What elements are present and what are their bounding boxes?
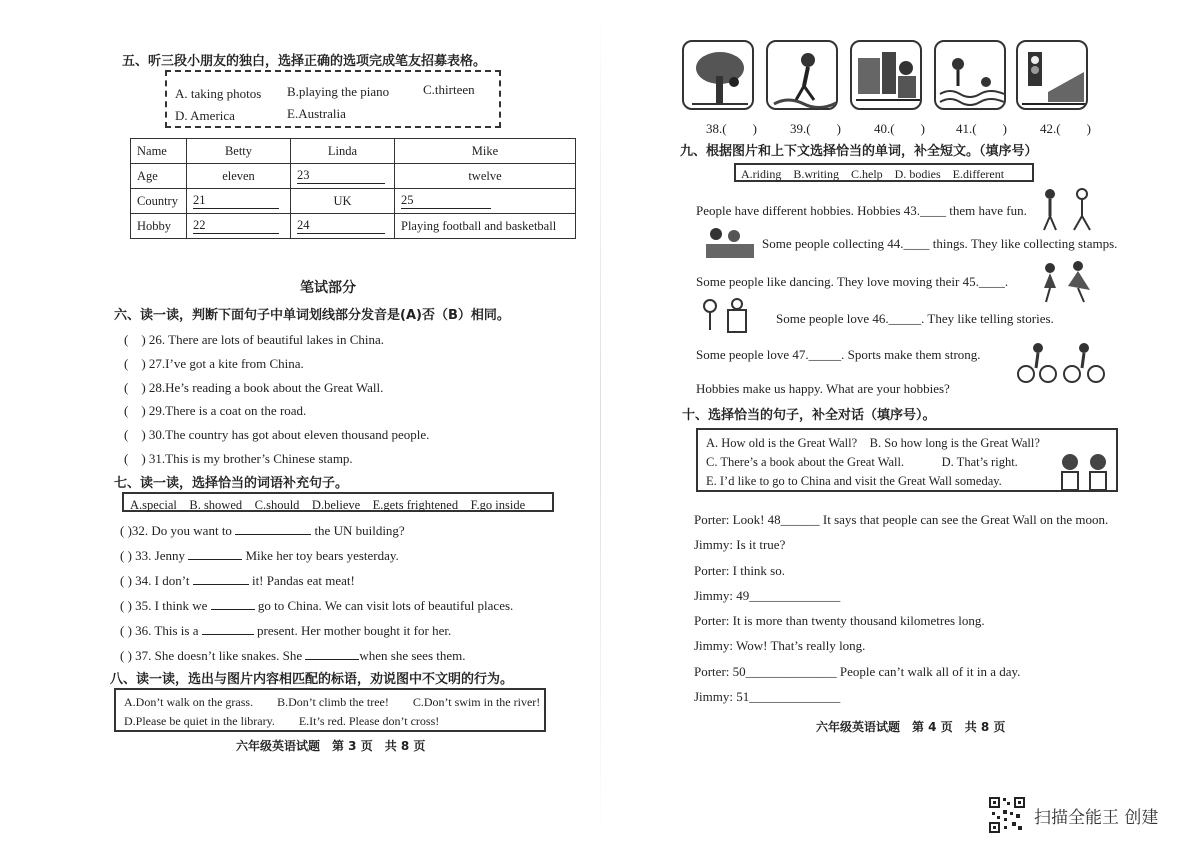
cell-country-header: Country [131,189,187,214]
cell-blank-25[interactable]: 25 [395,189,576,214]
tree-climbing-icon [684,42,754,110]
option-a: A. taking photos [175,86,262,101]
dialog-option-cd: C. There’s a book about the Great Wall. D. That’s right. [706,455,1018,469]
picture-library [850,40,922,110]
cell-blank-21[interactable]: 21 [187,189,291,214]
blank-32[interactable] [235,534,311,535]
dialog-line-51: Jimmy: 51______________ [694,689,841,705]
dialog-line-2: Jimmy: Is it true? [694,537,786,553]
item-36: ( ) 36. This is a present. Her mother bought it for her. [120,623,452,638]
cell-blank-22[interactable]: 22 [187,214,291,239]
cell-betty: Betty [187,139,291,164]
picture-grass [766,40,838,110]
dialog-line-3: Porter: I think so. [694,562,785,578]
section-9-options-box: A.riding B.writing C.help D. bodies E.different [734,163,1034,182]
blank-36[interactable] [202,634,254,635]
blank-35[interactable] [211,609,255,610]
label-38[interactable]: 38.( ) [706,121,757,136]
label-40[interactable]: 40.( ) [874,121,925,136]
item-35: ( ) 35. I think we go to China. We can visit lots of beautiful places. [120,598,514,613]
traffic-light-icon [1018,42,1088,110]
section-8-options-box [114,688,546,732]
people-exercising-icon [1036,186,1100,232]
picture-tree [682,40,754,110]
cell-mike-hobby: Playing football and basketball [395,214,576,239]
cell-hobby-header: Hobby [131,214,187,239]
cell-mike-age: twelve [395,164,576,189]
section-5-options-box [165,70,501,128]
passage-line-47: Some people love 47._____. Sports make them strong. [696,347,981,362]
dialog-line-6: Jimmy: Wow! That’s really long. [694,638,866,654]
label-41[interactable]: 41.( ) [956,121,1007,136]
picture-crossing [1016,40,1088,110]
cell-blank-23[interactable]: 23 [291,164,395,189]
scanner-watermark: 扫描全能王 创建 [1034,808,1159,828]
option-d: D. America [175,108,235,123]
cell-linda: Linda [291,139,395,164]
section-8-heading: 八、读一读，选出与图片内容相匹配的标语，劝说图中不文明的行为。 [110,672,514,687]
cell-name-header: Name [131,139,187,164]
section-5-heading: 五、听三段小朋友的独白，选择正确的选项完成笔友招募表格。 [122,54,487,69]
option-e: E.Australia [287,106,346,121]
option-c: C.thirteen [423,82,475,97]
dialog-line-50: Porter: 50______________ People can’t walk all of it in a day. [694,663,1021,679]
section-6-list [124,328,429,471]
blank-34[interactable] [193,584,249,585]
passage-line-44: Some people collecting 44.____ things. They like collecting stamps. [762,236,1118,251]
qr-code-icon [988,796,1026,834]
item-32: ( )32. Do you want to the UN building? [120,523,405,538]
item-27: ( ) 27.I’ve got a kite from China. [124,355,304,371]
two-boys-icon [1054,452,1116,494]
section-9-heading: 九、根据图片和上下文选择恰当的单词，补全短文。（填序号） [680,144,1038,159]
cell-mike: Mike [395,139,576,164]
left-page-footer: 六年级英语试题 第 3 页 共 8 页 [236,739,426,753]
walking-on-grass-icon [768,42,838,110]
right-page-footer: 六年级英语试题 第 4 页 共 8 页 [816,720,1006,734]
label-39[interactable]: 39.( ) [790,121,841,136]
written-part-title: 笔试部分 [300,280,356,296]
passage-line-closing: Hobbies make us happy. What are your hobbies? [696,381,950,396]
dialog-line-48: Porter: Look! 48______ It says that people can see the Great Wall on the moon. [694,512,1109,527]
section-7-heading: 七、读一读，选择恰当的词语补充句子。 [114,476,349,491]
cycling-icon [1012,336,1108,384]
cell-blank-24[interactable]: 24 [291,214,395,239]
blank-33[interactable] [188,559,242,560]
picture-river [934,40,1006,110]
storytelling-icon [696,296,754,340]
dialog-option-e: E. I’d like to go to China and visit the Great Wall someday. [706,474,1002,488]
page-spine [600,0,601,848]
dialog [694,507,1108,709]
item-31: ( ) 31.This is my brother’s Chinese stamp. [124,450,353,466]
item-34: ( ) 34. I don’t it! Pandas eat meat! [120,573,355,588]
option-b: B.playing the piano [287,84,390,99]
dialog-line-5: Porter: It is more than twenty thousand kilometres long. [694,613,985,629]
item-28: ( ) 28.He’s reading a book about the Great Wall. [124,379,384,395]
section-7-list [120,518,513,668]
item-26: ( ) 26. There are lots of beautiful lakes in China. [124,332,385,347]
cell-age-header: Age [131,164,187,189]
stamp-collecting-icon [700,224,760,260]
item-37: ( ) 37. She doesn’t like snakes. She when she sees them. [120,648,466,663]
passage-line-43: People have different hobbies. Hobbies 43.____ them have fun. [696,203,1027,218]
blank-37[interactable] [305,659,359,660]
slogans-line-1: A.Don’t walk on the grass. B.Don’t climb the tree! C.Don’t swim in the river! [124,695,541,709]
item-30: ( ) 30.The country has got about eleven thousand people. [124,427,430,443]
section-7-options-box: A.special B. showed C.should D.believe E.gets frightened F.go inside [122,492,554,512]
dialog-option-ab: A. How old is the Great Wall? B. So how long is the Great Wall? [706,436,1040,450]
slogans-line-2: D.Please be quiet in the library. E.It’s red. Please don’t cross! [124,714,440,728]
library-icon [852,42,922,110]
cell-linda-country: UK [291,189,395,214]
passage-line-45: Some people like dancing. They love moving their 45.____. [696,274,1009,289]
cell-betty-age: eleven [187,164,291,189]
passage-line-46: Some people love 46._____. They like telling stories. [776,311,1054,326]
dialog-line-49: Jimmy: 49______________ [694,587,841,603]
label-42[interactable]: 42.( ) [1040,121,1091,136]
swimming-river-icon [936,42,1006,110]
item-29: ( ) 29.There is a coat on the road. [124,403,307,419]
item-33: ( ) 33. Jenny Mike her toy bears yesterday. [120,548,399,563]
dancing-icon [1034,258,1096,304]
section-10-heading: 十、选择恰当的句子，补全对话（填序号）。 [682,408,936,423]
pen-pal-table [130,138,576,239]
section-6-heading: 六、读一读，判断下面句子中单词划线部分发音是(A)否（B）相同。 [114,308,510,323]
